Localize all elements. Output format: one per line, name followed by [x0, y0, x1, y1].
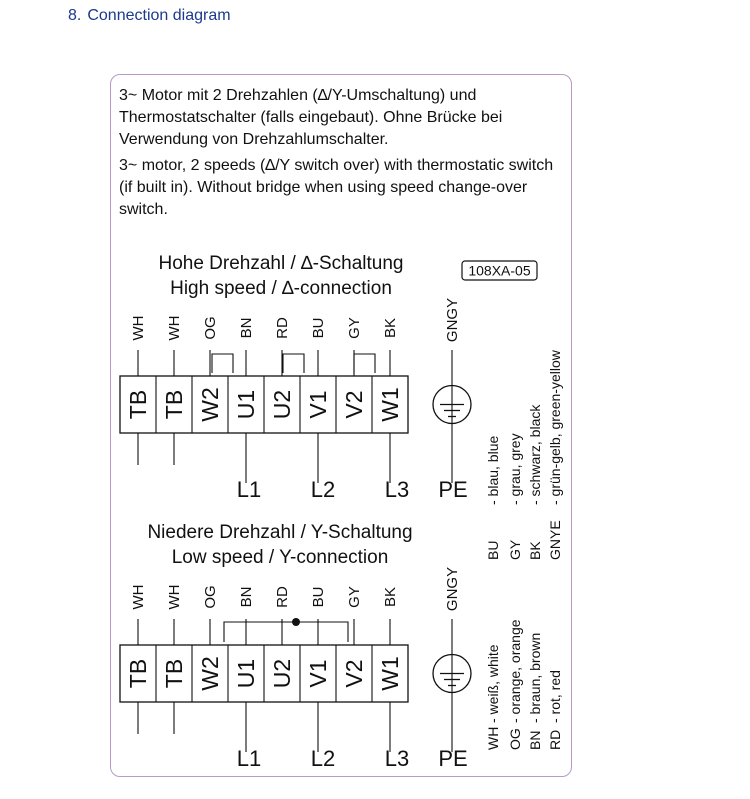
low-wire-label-wh: WH	[166, 584, 183, 610]
high-wire-label-bk: BK	[382, 317, 399, 339]
high-terminal-label-v2: V2	[341, 390, 367, 419]
high-speed-title-de: Hohe Drehzahl / ∆-Schaltung	[158, 253, 404, 274]
high-line-label-l3: L3	[384, 477, 410, 502]
high-speed-title-en: High speed / ∆-connection	[170, 278, 392, 299]
code-label: 108XA-05	[468, 262, 531, 279]
low-speed-title-de: Niedere Drehzahl / Y-Schaltung	[147, 522, 413, 543]
section-title: Connection diagram	[87, 7, 231, 24]
low-earth-wire-label: GNGY	[444, 566, 461, 612]
high-wire-label-wh: WH	[166, 315, 183, 341]
low-terminal-label-w1: W1	[377, 656, 403, 691]
legend-text-bk: - schwarz, black	[527, 404, 543, 505]
low-terminal-label-v2: V2	[341, 659, 367, 688]
low-wire-label-og: OG	[202, 585, 219, 609]
legend-code-gy: GY	[507, 539, 523, 560]
high-line-label-l2: L2	[310, 477, 336, 502]
low-terminal-label-u2: U2	[269, 658, 295, 689]
low-line-label-l2: L2	[310, 746, 336, 771]
legend-text-gnye: - grün-gelb, green-yellow	[547, 350, 563, 505]
description-german: 3~ Motor mit 2 Drehzahlen (∆/Y-Umschaltung) und Thermostatschalter (falls eingebaut). Ohne Brücke bei Verwendung von Drehzahlumschalter.	[119, 87, 503, 148]
legend-text-bu: - blau, blue	[485, 435, 501, 505]
legend-code-bk: BK	[527, 541, 543, 560]
low-wire-label-bk: BK	[382, 586, 399, 608]
star-junction-dot	[292, 618, 300, 626]
high-line-label-l1: L1	[236, 477, 262, 502]
legend-text-wh: - weiß, white	[485, 644, 501, 723]
high-earth-wire-label: GNGY	[444, 297, 461, 343]
low-terminal-label-tb: TB	[161, 658, 187, 689]
low-wire-label-rd: RD	[274, 586, 291, 608]
high-wire-label-og: OG	[202, 316, 219, 340]
low-wire-label-gy: GY	[346, 586, 363, 608]
legend-code-og: OG	[507, 728, 523, 750]
color-legend	[485, 349, 563, 750]
high-terminal-label-w2: W2	[197, 387, 223, 422]
high-wire-label-bu: BU	[310, 317, 327, 339]
low-terminal-label-v1: V1	[305, 659, 331, 688]
description-english: 3~ motor, 2 speeds (∆/Y switch over) with thermostatic switch (if built in). Without bridge when using speed change-over switch.	[119, 157, 554, 218]
high-speed-diagram	[120, 298, 471, 502]
legend-code-wh: WH	[485, 726, 501, 750]
high-wire-label-wh: WH	[130, 315, 147, 341]
high-terminal-label-v1: V1	[305, 390, 331, 419]
high-wire-label-rd: RD	[274, 317, 291, 339]
legend-code-rd: RD	[547, 729, 563, 750]
legend-text-bn: - braun, brown	[527, 632, 543, 723]
bridge-rd-bu	[283, 354, 304, 373]
bridge-og-bn	[212, 354, 233, 373]
legend-text-og: - orange, orange	[507, 619, 523, 723]
high-terminal-label-u1: U1	[233, 389, 259, 420]
low-line-label-l1: L1	[236, 746, 262, 771]
low-terminal-label-w2: W2	[197, 656, 223, 691]
high-line-label-pe: PE	[438, 477, 468, 502]
legend-code-gnye: GNYE	[547, 520, 563, 560]
high-terminal-label-tb: TB	[161, 389, 187, 420]
legend-text-rd: - rot, red	[547, 670, 563, 723]
high-terminal-label-w1: W1	[377, 387, 403, 422]
low-speed-title-en: Low speed / Y-connection	[171, 547, 389, 568]
high-terminal-label-u2: U2	[269, 389, 295, 420]
low-wire-label-bn: BN	[238, 586, 255, 608]
legend-code-bu: BU	[485, 540, 501, 560]
legend-text-gy: - grau, grey	[507, 433, 523, 505]
low-terminal-label-tb: TB	[125, 658, 151, 689]
star-bridge	[224, 622, 348, 642]
legend-code-bn: BN	[527, 730, 543, 750]
low-line-label-l3: L3	[384, 746, 410, 771]
low-wire-label-wh: WH	[130, 584, 147, 610]
high-wire-label-bn: BN	[238, 317, 255, 339]
low-terminal-label-u1: U1	[233, 658, 259, 689]
section-number: 8.	[68, 7, 82, 24]
low-line-label-pe: PE	[438, 746, 468, 771]
bridge-gy-bk	[354, 354, 375, 373]
high-terminal-label-tb: TB	[125, 389, 151, 420]
low-speed-diagram	[120, 567, 471, 771]
high-wire-label-gy: GY	[346, 317, 363, 339]
low-wire-label-bu: BU	[310, 586, 327, 608]
